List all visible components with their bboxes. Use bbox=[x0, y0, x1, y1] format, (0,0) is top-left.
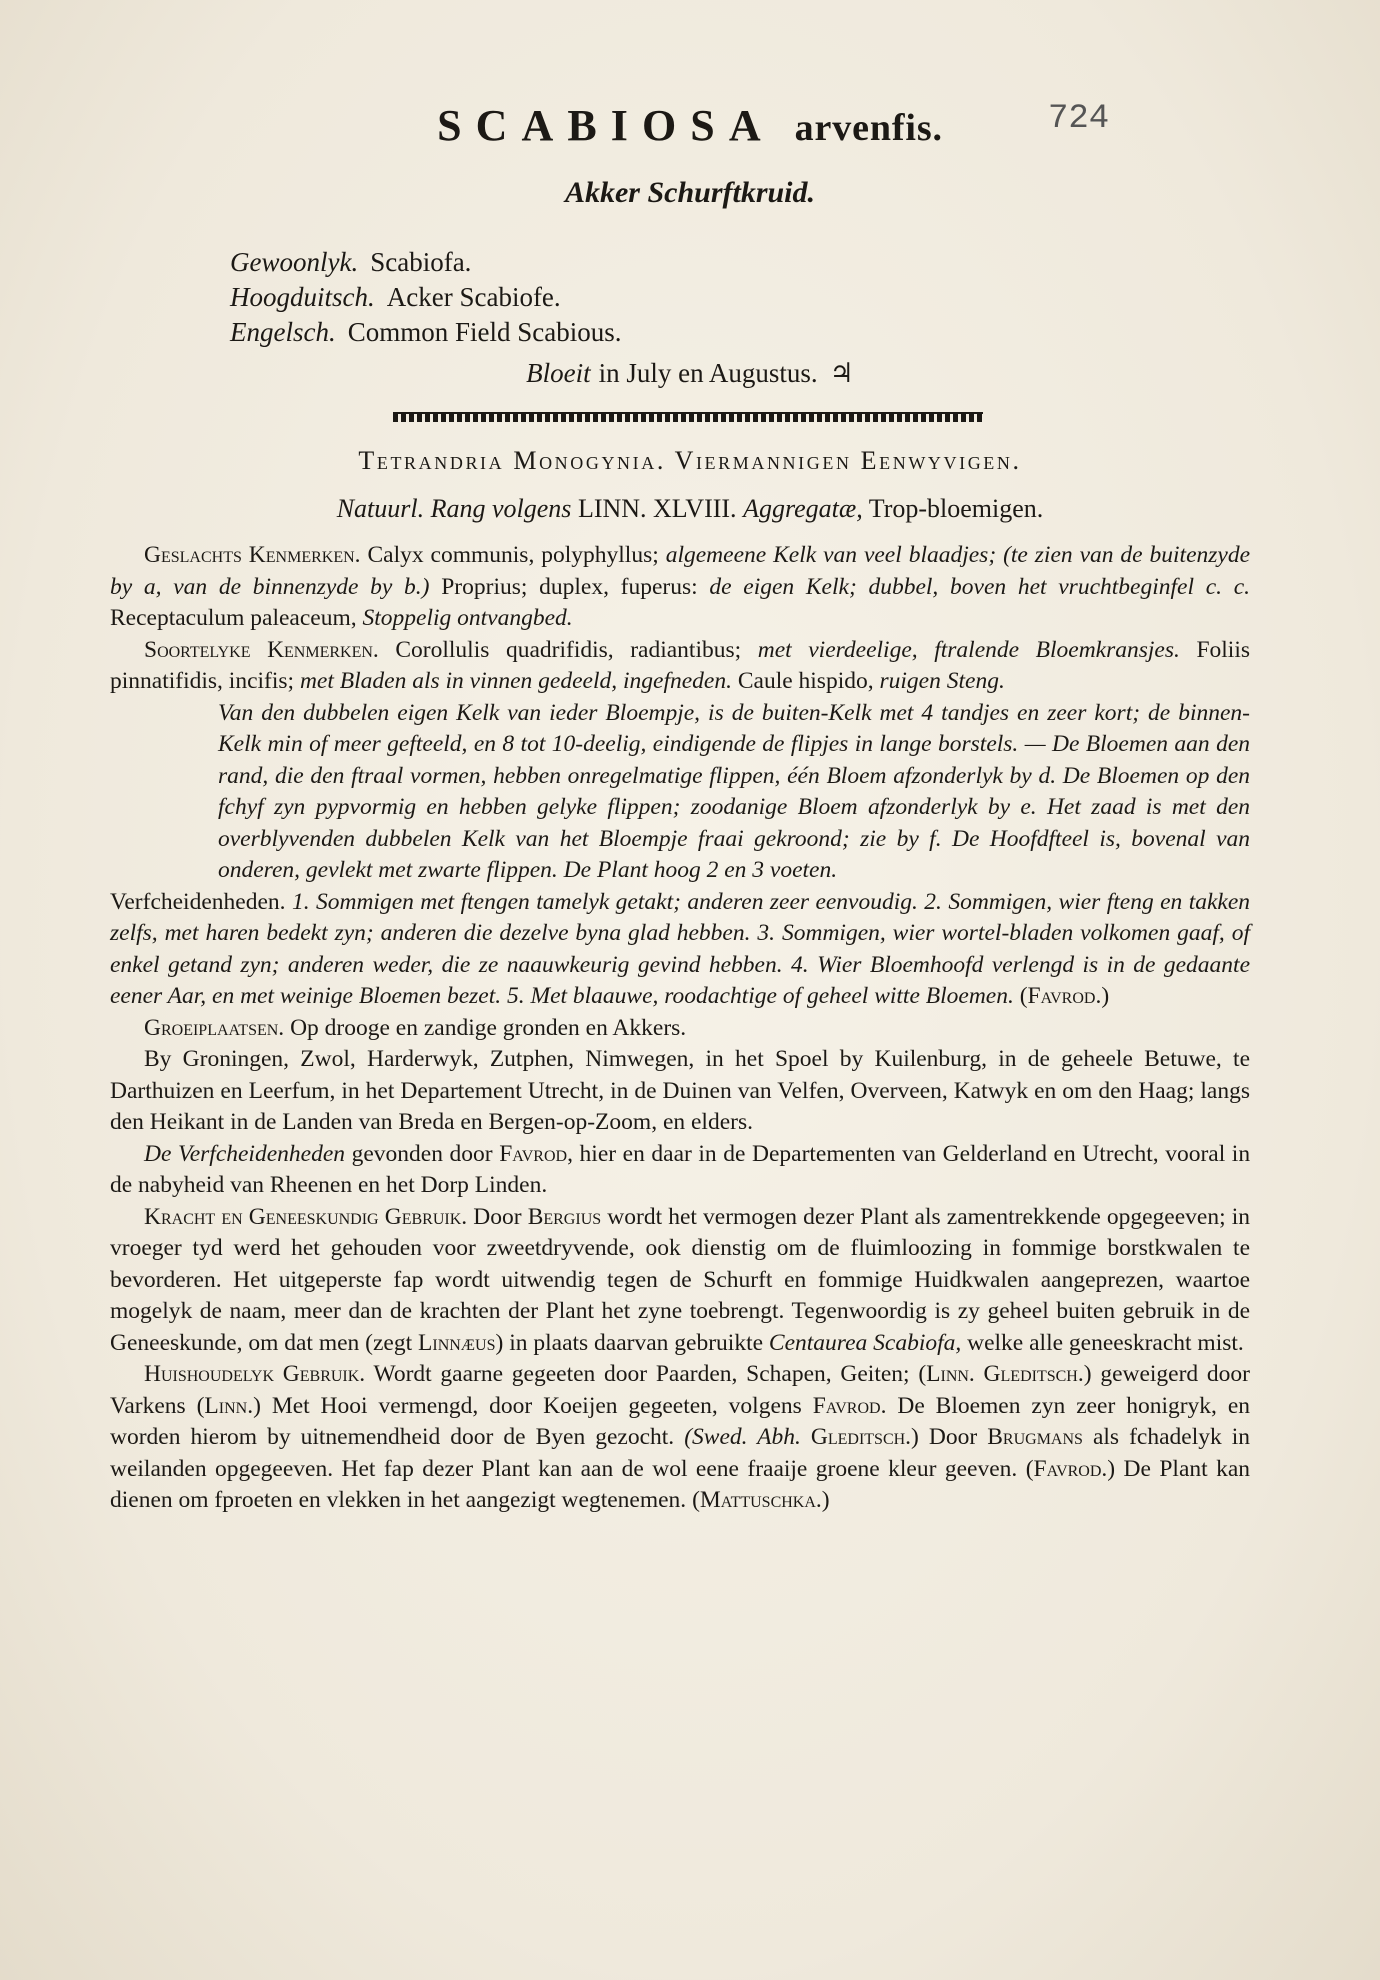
article-body bbox=[110, 540, 1250, 1517]
genus-characters-paragraph bbox=[110, 540, 1250, 635]
perennial-symbol-icon: ♃ bbox=[829, 358, 854, 388]
bloom-line bbox=[0, 358, 1380, 389]
common-name-row bbox=[230, 280, 622, 315]
body-text: welke alle geneeskracht mist. bbox=[967, 1329, 1244, 1356]
latin-text: Caule hispido, bbox=[737, 668, 874, 694]
natural-order-dutch: Trop-bloemigen. bbox=[868, 494, 1044, 523]
dutch-text: de eigen Kelk; dubbel, boven het vruchtbeginfel c. c. bbox=[709, 573, 1251, 600]
title-species: arvenfis. bbox=[794, 107, 943, 149]
author-name: Favrod. bbox=[812, 1392, 887, 1419]
common-name-label: Hoogduitsch. bbox=[230, 282, 375, 312]
common-names bbox=[230, 245, 622, 350]
common-name-value: Common Field Scabious. bbox=[347, 317, 622, 347]
varieties-paragraph bbox=[110, 887, 1250, 1013]
body-text: wordt het vermogen dezer Plant als zamentrekkende opgegeeven; in vroeger tyd werd het gehouden voor zweetdryvende, ook dienstig om de fluimloozing in fommige borstkwalen te bevorderen. Het uitgeperste fap wordt uitwendig tegen de Schurft en fommige Huidkwalen aangeprezen, waartoe mogelyk de naam, meer dan de krachten der Plant het zyne toebrengt. Tegenwoordig is zy geheel buiten gebruik in de Geneeskunde, om dat men (zegt bbox=[110, 1203, 1251, 1356]
section-heading: Soortelyke Kenmerken. bbox=[144, 636, 379, 663]
citation: (Favrod.) bbox=[1019, 983, 1110, 1009]
description-paragraph bbox=[110, 698, 1250, 887]
natural-order-group: Aggregatæ, bbox=[743, 494, 863, 523]
citation: Gleditsch.) bbox=[810, 1424, 919, 1450]
dutch-text: De Verfcheidenheden bbox=[144, 1140, 346, 1167]
title-genus: SCABIOSA bbox=[437, 101, 775, 150]
author-name: Favrod, bbox=[499, 1140, 573, 1167]
dutch-text: met vierdeelige, ftralende Bloemkransjes. bbox=[757, 636, 1180, 663]
latin-text: Corollulis quadrifidis, radiantibus; bbox=[395, 636, 742, 663]
dutch-text: ruigen Steng. bbox=[879, 668, 1005, 694]
dutch-name: Akker Schurftkruid. bbox=[564, 176, 816, 209]
citation: (Linn. Gleditsch.) bbox=[918, 1361, 1092, 1387]
body-text: De Bloemen zyn zeer honigryk, en worden hierom by uitnemendheid door de Byen gezocht. bbox=[110, 1392, 1251, 1450]
citation: (Mattuschka.) bbox=[692, 1487, 830, 1513]
dutch-text: met Bladen als in vinnen gedeeld, ingefneden. bbox=[299, 668, 732, 694]
common-name-label: Gewoonlyk. bbox=[230, 247, 359, 277]
author-name: Bergius bbox=[527, 1203, 602, 1230]
section-heading: Huishoudelyk Gebruik. bbox=[144, 1361, 366, 1387]
section-heading: Groeiplaatsen. bbox=[144, 1014, 285, 1041]
body-text: hier en daar in de Departementen van bbox=[579, 1140, 937, 1167]
species-characters-paragraph bbox=[110, 635, 1250, 698]
body-text: Gelderland en Utrecht, vooral in de nabyheid van Rheenen en het Dorp Linden. bbox=[110, 1140, 1251, 1198]
common-name-label: Engelsch. bbox=[230, 317, 336, 347]
bloom-text: in July en Augustus. bbox=[598, 358, 818, 388]
locations-paragraph bbox=[110, 1044, 1250, 1139]
latin-text: Foliis pinnatifidis, incifis; bbox=[110, 636, 1251, 694]
body-text: Door bbox=[928, 1424, 978, 1450]
body-text: De Plant kan dienen om fproeten en vlekken in het aangezigt wegtenemen. bbox=[110, 1455, 1251, 1513]
citation: (Linn.) bbox=[196, 1392, 261, 1419]
household-use-paragraph bbox=[110, 1359, 1250, 1517]
common-name-row bbox=[230, 245, 622, 280]
author-name: Linnæus) bbox=[418, 1329, 504, 1356]
page-title bbox=[0, 100, 1380, 151]
description-text: Van den dubbelen eigen Kelk van ieder Bloempje, is de buiten-Kelk met 4 tandjes en zeer kort; de binnen-Kelk min of meer gefteeld, en 8 tot 10-deelig, eindigende de flipjes in lange borstels. — De Bloemen aan den rand, die den ftraal vormen, hebben onregelmatige flippen, één Bloem afzonderlyk by d. De Bloemen op den fchyf zyn pypvormig en hebben gelyke flippen; zoodanige Bloem afzonderlyk by e. Het zaad is met den overblyvenden dubbelen Kelk van het Bloempje fraai gekroond; zie by f. De Hoofdfteel is, bovenal van onderen, gevlekt met zwarte flippen. De Plant hoog 2 en 3 voeten. bbox=[218, 699, 1250, 883]
citation: (Favrod.) bbox=[1025, 1455, 1116, 1482]
locations-text: By Groningen, Zwol, Harderwyk, Zutphen, Nimwegen, in het Spoel by Kuilenburg, in de geheele Betuwe, te Darthuizen en Leerfum, in het Departement Utrecht, in de Duinen van Velfen, Overveen, Katwyk en om den Haag; langs den Heikant in de Landen van Breda en Bergen-op-Zoom, en elders. bbox=[110, 1046, 1250, 1135]
linnaean-class: Tetrandria Monogynia. Viermannigen Eenwyvigen. bbox=[358, 446, 1022, 475]
latin-text: Centaurea Scabiofa, bbox=[768, 1329, 962, 1356]
natural-order-author: LINN. XLVIII. bbox=[577, 494, 737, 523]
latin-text: Calyx communis, polyphyllus; bbox=[367, 542, 659, 568]
latin-text: Proprius; duplex, fuperus: bbox=[441, 573, 698, 600]
section-heading: Verfcheidenheden. bbox=[110, 888, 286, 915]
habitat-paragraph bbox=[110, 1013, 1250, 1045]
body-text: in plaats daarvan gebruikte bbox=[509, 1329, 764, 1356]
author-name: Brugmans bbox=[987, 1424, 1083, 1450]
dutch-text: Stoppelig ontvangbed. bbox=[362, 605, 573, 631]
latin-text: Receptaculum paleaceum, bbox=[110, 605, 357, 631]
dutch-text: algemeene Kelk van veel blaadjes; (te zien van de buitenzyde by a, van de binnenzyde by b.) bbox=[110, 542, 1251, 600]
body-text: Door bbox=[473, 1203, 522, 1230]
common-name-row bbox=[230, 315, 622, 350]
common-name-value: Scabiofa. bbox=[370, 247, 472, 277]
common-name-value: Acker Scabiofe. bbox=[386, 282, 561, 312]
natural-order-line bbox=[0, 494, 1380, 524]
ornamental-divider bbox=[393, 412, 983, 422]
body-text: Met Hooi vermengd, door Koeijen gegeeten, volgens bbox=[271, 1392, 802, 1419]
bloom-label: Bloeit bbox=[526, 358, 591, 388]
section-heading: Kracht en Geneeskundig Gebruik. bbox=[144, 1203, 468, 1230]
body-text: als fchadelyk in weilanden opgegeeven. Het fap dezer Plant kan aan de wol eene fraaije groene kleur geeven. bbox=[110, 1424, 1251, 1482]
natural-order-prefix: Natuurl. Rang volgens bbox=[336, 494, 572, 523]
section-heading: Geslachts Kenmerken. bbox=[144, 542, 361, 568]
varieties-found-paragraph bbox=[110, 1139, 1250, 1202]
handwritten-folio-number: 724 bbox=[1048, 100, 1110, 138]
body-text: geweigerd door Varkens bbox=[110, 1361, 1251, 1419]
body-text: Wordt gaarne gegeeten door Paarden, Schapen, Geiten; bbox=[373, 1361, 910, 1387]
habitat-text: Op drooge en zandige gronden en Akkers. bbox=[290, 1014, 687, 1041]
citation: (Swed. Abh. bbox=[684, 1424, 801, 1450]
body-text: gevonden door bbox=[351, 1140, 493, 1167]
medicinal-use-paragraph bbox=[110, 1202, 1250, 1360]
varieties-text: 1. Sommigen met ftengen tamelyk getakt; anderen zeer eenvoudig. 2. Sommigen, wier fteng en takken zelfs, met haren bedekt zyn; anderen die dezelve byna glad hebben. 3. Sommigen, wier wortel-bladen volkomen gaaf, of enkel getand zyn; anderen weder, die ze naauwkeurig gevind hebben. 4. Wier Bloemhoofd verlengd is in de gedaante eener Aar, en met weinige Bloemen bezet. 5. Met blaauwe, roodachtige of geheel witte Bloemen. bbox=[110, 888, 1251, 1009]
